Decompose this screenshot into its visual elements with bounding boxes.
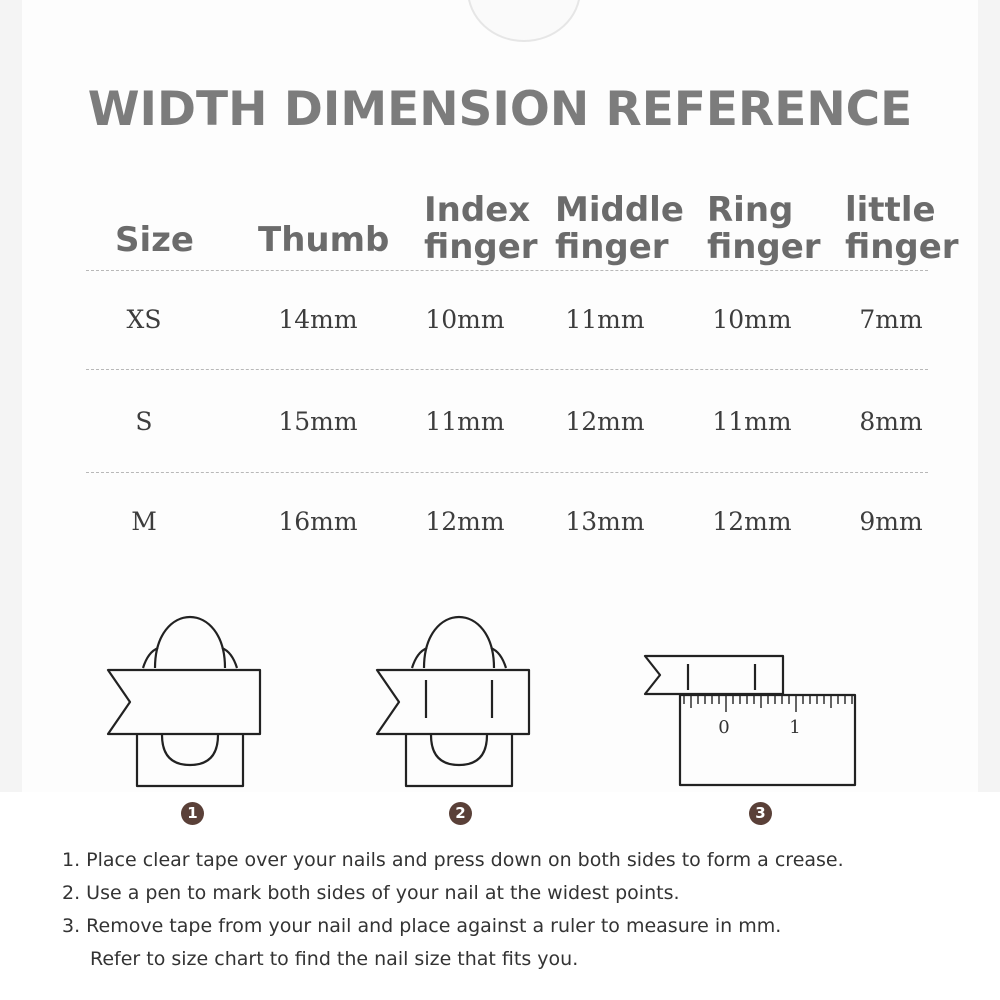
header-size: Size bbox=[115, 220, 194, 260]
ruler-label-zero: 0 bbox=[718, 717, 730, 738]
instruction-step-2: 2. Use a pen to mark both sides of your nail at the widest points. bbox=[62, 882, 680, 904]
diagram-mark-nail-width bbox=[377, 617, 529, 786]
header-ring: Ring finger bbox=[707, 190, 821, 267]
cell-m-middle: 13mm bbox=[565, 507, 645, 536]
cell-s-middle: 12mm bbox=[565, 407, 645, 436]
header-thumb: Thumb bbox=[258, 220, 390, 260]
cell-xs-thumb: 14mm bbox=[278, 305, 358, 334]
step-badge-1: 1 bbox=[181, 802, 204, 825]
diagram-tape-on-ruler bbox=[645, 656, 855, 785]
cell-xs-ring: 10mm bbox=[712, 305, 792, 334]
instruction-step-3: 3. Remove tape from your nail and place against a ruler to measure in mm. bbox=[62, 915, 782, 937]
cell-m-ring: 12mm bbox=[712, 507, 792, 536]
cell-m-size: M bbox=[131, 507, 157, 536]
cell-s-index: 11mm bbox=[425, 407, 505, 436]
cell-m-little: 9mm bbox=[859, 507, 923, 536]
step-badge-3: 3 bbox=[749, 802, 772, 825]
cell-s-little: 8mm bbox=[859, 407, 923, 436]
cell-xs-little: 7mm bbox=[859, 305, 923, 334]
cell-xs-size: XS bbox=[126, 305, 162, 334]
ruler-label-one: 1 bbox=[789, 717, 801, 738]
cell-m-index: 12mm bbox=[425, 507, 505, 536]
header-little: little finger bbox=[845, 190, 959, 267]
step-badge-2: 2 bbox=[449, 802, 472, 825]
instruction-note: Refer to size chart to find the nail size that fits you. bbox=[90, 948, 579, 970]
diagram-tape-on-nail bbox=[108, 617, 260, 786]
cell-xs-middle: 11mm bbox=[565, 305, 645, 334]
header-middle: Middle finger bbox=[555, 190, 684, 267]
chart-title: WIDTH DIMENSION REFERENCE bbox=[87, 82, 913, 137]
cell-s-thumb: 15mm bbox=[278, 407, 358, 436]
header-index: Index finger bbox=[424, 190, 538, 267]
cell-xs-index: 10mm bbox=[425, 305, 505, 334]
cell-s-ring: 11mm bbox=[712, 407, 792, 436]
cell-m-thumb: 16mm bbox=[278, 507, 358, 536]
instruction-step-1: 1. Place clear tape over your nails and press down on both sides to form a crease. bbox=[62, 849, 844, 871]
cell-s-size: S bbox=[135, 407, 153, 436]
